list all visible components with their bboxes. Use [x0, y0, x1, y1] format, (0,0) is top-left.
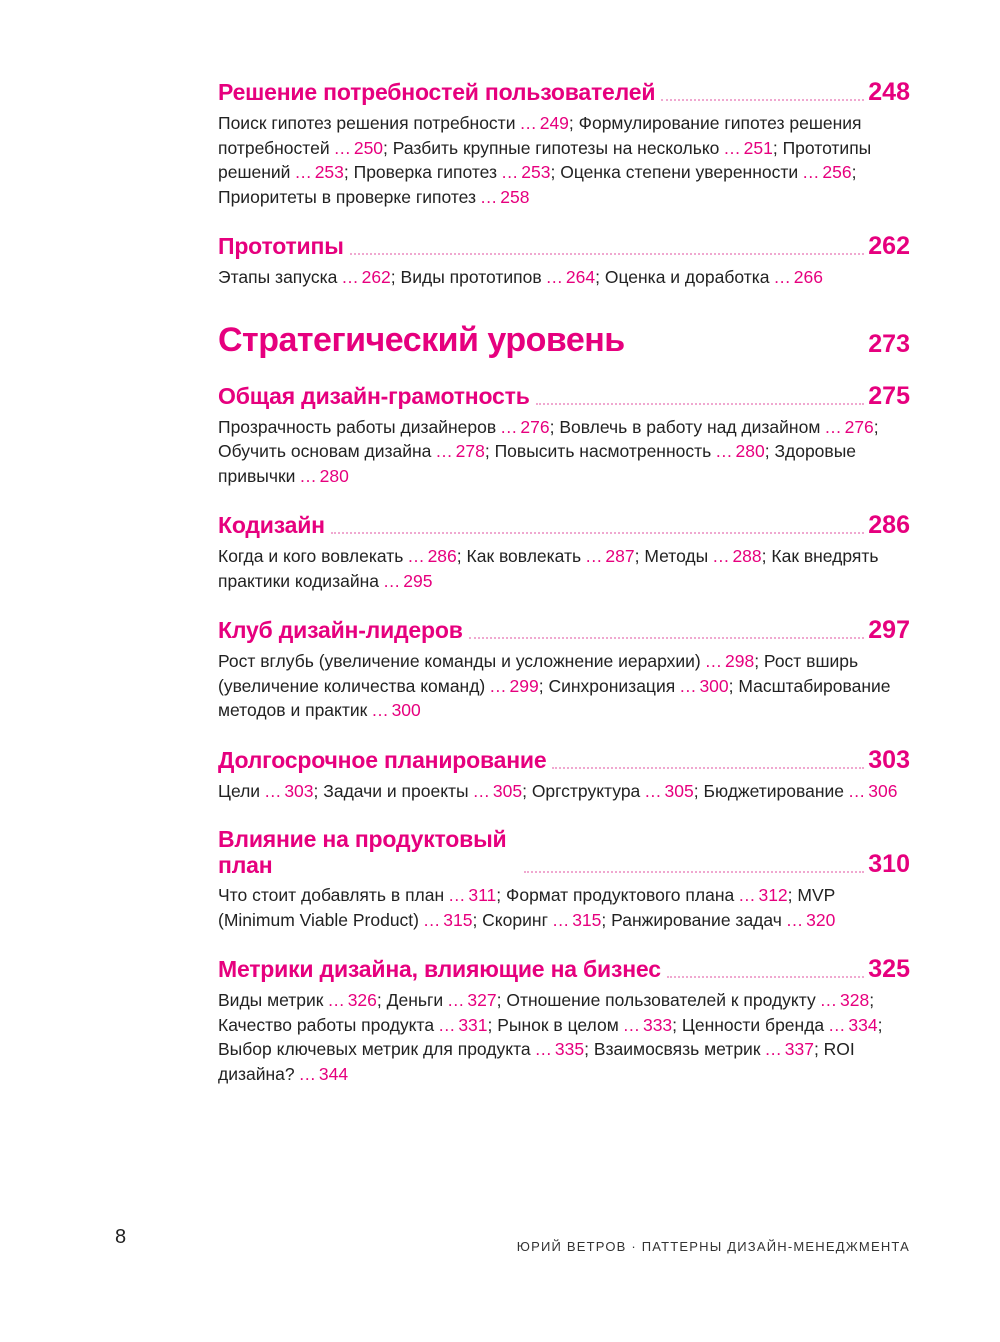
subtopic-item[interactable]: Рынок в целом … 333: [497, 1014, 673, 1035]
toc-section: [218, 78, 910, 209]
subtopic-label: Синхронизация: [548, 675, 676, 696]
section-page-number: 303: [868, 745, 910, 774]
sections-top: [218, 78, 910, 290]
toc-section-heading[interactable]: [218, 746, 910, 774]
subtopic-label: Скоринг: [482, 909, 548, 930]
subtopic-item[interactable]: Ранжирование задач … 320: [611, 909, 836, 930]
subtopic-page-number: 299: [509, 675, 539, 696]
subtopic-label: Поиск гипотез решения потребности: [218, 113, 516, 133]
subtopic-item[interactable]: Как вовлекать … 287: [466, 546, 635, 566]
subtopic-label: Что стоит добавлять в план: [218, 885, 445, 905]
subtopic-list: Виды метрик … 326; Деньги … 327; Отношение пользователей к продукту … 328; Качество работы продукта … 331; Рынок в целом … 333; Ценности бренда … 334; Выбор ключевых метрик для продукта … 335; Взаимосвязь метрик … 337; ROI дизайна? … 344: [218, 990, 883, 1084]
subtopic-item[interactable]: Отношение пользователей к продукту … 328: [506, 990, 870, 1010]
subtopic-page-number: 249: [539, 113, 569, 133]
subtopic-item[interactable]: Поиск гипотез решения потребности … 249: [218, 113, 569, 133]
subtopic-item[interactable]: Задачи и проекты … 305: [323, 780, 523, 801]
subtopic-page-number: 303: [284, 780, 314, 801]
subtopic-label: Разбить крупные гипотезы на несколько: [392, 137, 720, 158]
subtopic-item[interactable]: Оценка и доработка … 266: [604, 267, 823, 287]
subtopic-item[interactable]: Когда и кого вовлекать … 286: [218, 546, 457, 566]
subtopic-label: Качество работы продукта: [218, 1014, 435, 1035]
subtopic-list: Когда и кого вовлекать … 286; Как вовлекать … 287; Методы … 288; Как внедрять практики кодизайна … 295: [218, 546, 879, 591]
subtopic-item[interactable]: MVP (Minimum Viable Product) … 315: [218, 885, 836, 930]
section-page-number: 275: [868, 381, 910, 410]
leader-dots: [661, 99, 864, 101]
subtopic-item[interactable]: Рост вширь (увеличение количества команд) … 299: [218, 651, 859, 696]
subtopic-item[interactable]: Вовлечь в работу над дизайном … 276: [559, 416, 874, 437]
toc-section: [218, 382, 910, 489]
subtopic-label: Повысить насмотренность: [494, 441, 712, 461]
subtopic-item[interactable]: Формулирование гипотез решения потребностей … 250: [218, 113, 862, 158]
subtopic-label: Задачи и проекты: [323, 780, 469, 801]
subtopic-item[interactable]: ROI дизайна? … 344: [218, 1039, 855, 1084]
subtopic-label: Обучить основам дизайна: [218, 441, 432, 461]
subtopic-item[interactable]: Приоритеты в проверке гипотез … 258: [218, 186, 530, 207]
subtopic-label: Когда и кого вовлекать: [218, 546, 404, 566]
section-title: Долгосрочное планирование: [218, 746, 547, 773]
subtopic-item[interactable]: Цели … 303: [218, 780, 314, 801]
subtopic-label: Цели: [218, 780, 261, 801]
leader-dots: [331, 532, 864, 534]
part-title: Стратегический уровень: [218, 320, 625, 359]
subtopic-item[interactable]: Масштабирование методов и практик … 300: [218, 675, 891, 720]
toc-section-heading[interactable]: [218, 78, 910, 106]
subtopic-list: Что стоит добавлять в план … 311; Формат продуктового плана … 312; MVP (Minimum Viable Product) … 315; Скоринг … 315; Ранжирование задач … 320: [218, 885, 836, 930]
subtopic-page-number: 335: [554, 1039, 585, 1059]
subtopic-item[interactable]: Обучить основам дизайна … 278: [218, 441, 485, 461]
subtopic-page-number: 253: [521, 162, 551, 182]
subtopic-label: Этапы запуска: [218, 267, 338, 287]
subtopic-label: Масштабирование методов и практик: [218, 675, 891, 720]
subtopic-label: Рынок в целом: [497, 1014, 619, 1035]
leader-dots: [667, 976, 864, 978]
subtopic-page-number: 276: [520, 416, 550, 437]
table-of-contents: [218, 78, 910, 1109]
subtopic-page-number: 300: [699, 675, 729, 696]
part-heading: [218, 320, 910, 360]
toc-section-heading[interactable]: [218, 511, 910, 539]
toc-section: [218, 232, 910, 290]
subtopic-page-number: 326: [347, 990, 377, 1010]
toc-section-heading[interactable]: [218, 826, 910, 878]
subtopic-label: Виды метрик: [218, 990, 324, 1010]
subtopic-page-number: 305: [492, 780, 523, 801]
section-title: Метрики дизайна, влияющие на бизнес: [218, 956, 661, 982]
subtopic-label: MVP (Minimum Viable Product): [218, 885, 836, 930]
subtopic-item[interactable]: Деньги … 327: [386, 990, 497, 1010]
subtopic-page-number: 286: [427, 546, 457, 566]
section-page-number: 325: [868, 955, 910, 983]
toc-section: [218, 511, 910, 593]
subtopic-page-number: 311: [468, 885, 497, 905]
subtopic-page-number: 320: [806, 909, 836, 930]
leader-dots: [552, 767, 864, 769]
subtopic-item[interactable]: Виды метрик … 326: [218, 990, 377, 1010]
section-title: Кодизайн: [218, 512, 325, 538]
subtopic-list: Цели … 303; Задачи и проекты … 305; Оргструктура … 305; Бюджетирование … 306: [218, 780, 898, 801]
subtopic-page-number: 337: [784, 1039, 814, 1059]
subtopic-item[interactable]: Виды прототипов … 264: [400, 267, 596, 287]
toc-section-heading[interactable]: [218, 382, 910, 410]
subtopic-label: Оценка степени уверенности: [560, 162, 799, 182]
toc-section-heading[interactable]: [218, 955, 910, 983]
section-title: Влияние на продуктовый план: [218, 826, 507, 878]
subtopic-item[interactable]: Здоровые привычки … 280: [218, 441, 857, 486]
subtopic-label: Формулирование гипотез решения потребностей: [218, 113, 862, 158]
subtopic-label: Как внедрять практики кодизайна: [218, 546, 879, 591]
subtopic-item[interactable]: Методы … 288: [644, 546, 762, 566]
toc-section-heading[interactable]: [218, 616, 910, 644]
subtopic-item[interactable]: Рост вглубь (увеличение команды и усложнение иерархии) … 298: [218, 651, 755, 671]
subtopic-label: Как вовлекать: [466, 546, 582, 566]
subtopic-label: Вовлечь в работу над дизайном: [559, 416, 821, 437]
subtopic-page-number: 328: [839, 990, 870, 1010]
subtopic-item[interactable]: Оценка степени уверенности … 256: [560, 162, 852, 182]
subtopic-label: Оргструктура: [531, 780, 641, 801]
subtopic-item[interactable]: Что стоит добавлять в план … 311: [218, 885, 497, 905]
subtopic-label: Проверка гипотез: [353, 162, 498, 182]
subtopic-item[interactable]: Взаимосвязь метрик … 337: [593, 1039, 814, 1059]
subtopic-item[interactable]: Формат продуктового плана … 312: [506, 885, 788, 905]
footer-page-number: 8: [115, 1226, 127, 1248]
subtopic-label: Рост вглубь (увеличение команды и усложнение иерархии): [218, 651, 701, 671]
subtopic-page-number: 280: [735, 441, 765, 461]
leader-dots: [350, 253, 865, 255]
subtopic-item[interactable]: Бюджетирование … 306: [703, 780, 898, 801]
subtopic-item[interactable]: Проверка гипотез … 253: [353, 162, 551, 182]
subtopic-page-number: 312: [758, 885, 788, 905]
leader-dots: [524, 871, 864, 873]
subtopic-page-number: 315: [443, 909, 473, 930]
subtopic-page-number: 258: [500, 186, 530, 207]
subtopic-page-number: 327: [467, 990, 497, 1010]
subtopic-page-number: 262: [361, 267, 391, 287]
subtopic-page-number: 305: [664, 780, 694, 801]
subtopic-item[interactable]: Как внедрять практики кодизайна … 295: [218, 546, 879, 591]
subtopic-list: Рост вглубь (увеличение команды и усложнение иерархии) … 298; Рост вширь (увеличение количества команд) … 299; Синхронизация … 300; Масштабирование методов и практик … 300: [218, 651, 891, 720]
subtopic-page-number: 278: [455, 441, 485, 461]
subtopic-page-number: 288: [732, 546, 762, 566]
section-title: Прототипы: [218, 233, 344, 259]
subtopic-item[interactable]: Прототипы решений … 253: [218, 137, 872, 182]
section-page-number: 248: [868, 78, 910, 106]
subtopic-label: Прозрачность работы дизайнеров: [218, 416, 497, 437]
footer-running-title: ЮРИЙ ВЕТРОВ · ПАТТЕРНЫ ДИЗАЙН-МЕНЕДЖМЕНТА: [516, 1239, 910, 1254]
subtopic-label: Здоровые привычки: [218, 441, 857, 486]
leader-dots: [469, 637, 865, 639]
subtopic-page-number: 333: [642, 1014, 673, 1035]
subtopic-page-number: 344: [318, 1063, 349, 1084]
subtopic-page-number: 331: [458, 1014, 488, 1035]
subtopic-label: Методы: [644, 546, 709, 566]
subtopic-label: Виды прототипов: [400, 267, 542, 287]
subtopic-page-number: 295: [403, 570, 433, 591]
subtopic-page-number: 334: [848, 1014, 878, 1035]
subtopic-page-number: 287: [605, 546, 635, 566]
subtopic-label: Бюджетирование: [703, 780, 845, 801]
subtopic-page-number: 250: [353, 137, 384, 158]
subtopic-label: Выбор ключевых метрик для продукта: [218, 1039, 531, 1059]
section-page-number: 262: [868, 232, 910, 260]
subtopic-label: Прототипы решений: [218, 137, 872, 182]
section-page-number: 297: [868, 616, 910, 644]
subtopic-page-number: 256: [822, 162, 852, 182]
subtopic-label: Рост вширь (увеличение количества команд): [218, 651, 859, 696]
section-title: Общая дизайн-грамотность: [218, 382, 530, 409]
subtopic-label: Оценка и доработка: [604, 267, 770, 287]
subtopic-page-number: 266: [793, 267, 823, 287]
subtopic-item[interactable]: Оргструктура … 305: [531, 780, 694, 801]
subtopic-item[interactable]: Скоринг … 315: [482, 909, 602, 930]
subtopic-label: Формат продуктового плана: [506, 885, 735, 905]
subtopic-item[interactable]: Синхронизация … 300: [548, 675, 729, 696]
toc-section: [218, 616, 910, 723]
subtopic-list: Прозрачность работы дизайнеров … 276; Вовлечь в работу над дизайном … 276; Обучить основам дизайна … 278; Повысить насмотренность … 280; Здоровые привычки … 280: [218, 416, 879, 486]
subtopic-label: Деньги: [386, 990, 444, 1010]
subtopic-label: Взаимосвязь метрик: [593, 1039, 761, 1059]
subtopic-label: Приоритеты в проверке гипотез: [218, 186, 477, 207]
section-page-number: 286: [868, 511, 910, 539]
toc-section: [218, 746, 910, 804]
subtopic-item[interactable]: Этапы запуска … 262: [218, 267, 391, 287]
subtopic-page-number: 280: [319, 465, 349, 486]
part-page-number: 273: [868, 329, 910, 358]
subtopic-label: ROI дизайна?: [218, 1039, 855, 1084]
toc-section: [218, 826, 910, 932]
subtopic-list: Поиск гипотез решения потребности … 249; Формулирование гипотез решения потребностей … 250; Разбить крупные гипотезы на несколько … 251; Прототипы решений … 253; Проверка гипотез … 253; Оценка степени уверенности … 256; Приоритеты в проверке гипотез … 258: [218, 113, 872, 207]
subtopic-item[interactable]: Выбор ключевых метрик для продукта … 335: [218, 1039, 585, 1059]
subtopic-item[interactable]: Прозрачность работы дизайнеров … 276: [218, 416, 550, 437]
subtopic-label: Ценности бренда: [681, 1014, 825, 1035]
section-title: Клуб дизайн-лидеров: [218, 617, 463, 643]
subtopic-page-number: 298: [724, 651, 755, 671]
subtopic-list: Этапы запуска … 262; Виды прототипов … 264; Оценка и доработка … 266: [218, 267, 823, 287]
subtopic-page-number: 315: [572, 909, 602, 930]
sections-main: [218, 382, 910, 1087]
subtopic-item[interactable]: Качество работы продукта … 331: [218, 1014, 488, 1035]
subtopic-page-number: 276: [844, 416, 874, 437]
toc-section: [218, 955, 910, 1086]
subtopic-item[interactable]: Повысить насмотренность … 280: [494, 441, 765, 461]
subtopic-item[interactable]: Ценности бренда … 334: [681, 1014, 878, 1035]
subtopic-page-number: 306: [868, 780, 898, 801]
subtopic-label: Отношение пользователей к продукту: [506, 990, 816, 1010]
subtopic-page-number: 264: [565, 267, 596, 287]
leader-dots: [536, 403, 865, 405]
toc-section-heading[interactable]: [218, 232, 910, 260]
subtopic-label: Ранжирование задач: [611, 909, 782, 930]
section-title: Решение потребностей пользователей: [218, 79, 656, 105]
subtopic-page-number: 253: [314, 162, 344, 182]
subtopic-page-number: 251: [743, 137, 773, 158]
section-page-number: 310: [868, 850, 910, 878]
subtopic-page-number: 300: [391, 700, 421, 720]
subtopic-item[interactable]: Разбить крупные гипотезы на несколько … 251: [392, 137, 773, 158]
